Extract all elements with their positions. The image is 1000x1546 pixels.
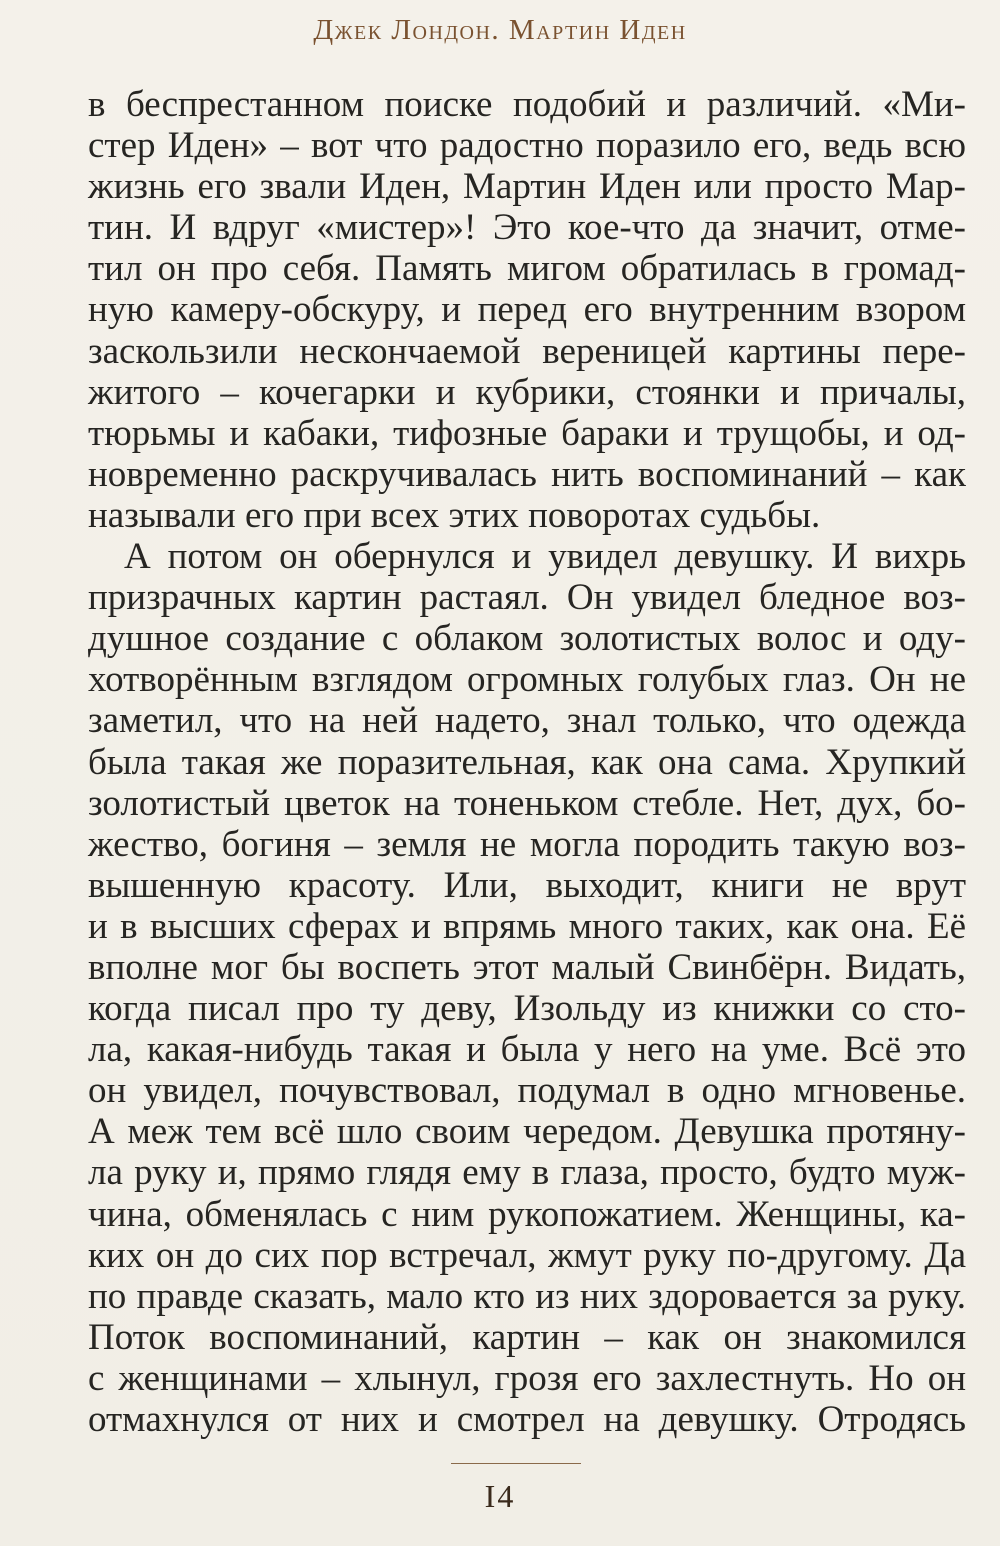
text-line: заметил, что на ней надето, знал только, что одежда [88, 700, 966, 742]
footer-rule [451, 1463, 581, 1464]
text-line: ную камеру-обскуру, и перед его внутренним взором [88, 289, 966, 331]
text-line: чина, обменялась с ним рукопожатием. Женщины, ка- [88, 1193, 966, 1235]
paragraph-start-line: А потом он обернулся и увидел девушку. И вихрь [124, 536, 966, 578]
text-line: душное создание с облаком золотистых волос и оду- [88, 618, 966, 660]
text-line: ла, какая-нибудь такая и была у него на уме. Всё это [88, 1029, 966, 1071]
text-line: новременно раскручивалась нить воспоминаний – как [88, 453, 966, 495]
text-line: по правде сказать, мало кто из них здоровается за руку. [88, 1275, 966, 1317]
text-line: хотворённым взглядом огромных голубых глаз. Он не [88, 659, 966, 701]
text-line: была такая же поразительная, как она сама. Хрупкий [88, 741, 966, 783]
text-line: ла руку и, прямо глядя ему в глаза, просто, будто муж- [88, 1152, 966, 1194]
text-line: когда писал про ту деву, Изольду из книжки со сто- [88, 988, 966, 1030]
text-line: ких он до сих пор встречал, жмут руку по-другому. Да [88, 1234, 966, 1276]
text-line: жество, богиня – земля не могла породить такую воз- [88, 823, 966, 865]
text-line: с женщинами – хлынул, грозя его захлестнуть. Но он [88, 1357, 966, 1399]
text-line: заскользили нескончаемой вереницей картины пере- [88, 330, 966, 372]
text-line: Поток воспоминаний, картин – как он знакомился [88, 1316, 966, 1358]
text-line: призрачных картин растаял. Он увидел бледное воз- [88, 577, 966, 619]
text-line: золотистый цветок на тоненьком стебле. Нет, дух, бо- [88, 782, 966, 824]
text-line: А меж тем всё шло своим чередом. Девушка протяну- [88, 1111, 966, 1153]
text-line: вполне мог бы воспеть этот малый Свинбёрн. Видать, [88, 946, 966, 988]
text-line: тин. И вдруг «мистер»! Это кое-что да значит, отме- [88, 207, 966, 249]
running-head: Джек Лондон. Мартин Иден [313, 14, 687, 46]
text-line: и в высших сферах и впрямь много таких, как она. Её [88, 905, 966, 947]
text-line: житого – кочегарки и кубрики, стоянки и причалы, [88, 371, 966, 413]
text-line: стер Иден» – вот что радостно поразило его, ведь всю [88, 125, 966, 167]
text-line: он увидел, почувствовал, подумал в одно мгновенье. [88, 1070, 966, 1112]
text-line: в беспрестанном поиске подобий и различий. «Ми- [88, 84, 966, 125]
page-number: I4 [484, 1478, 516, 1514]
text-line: тил он про себя. Память мигом обратилась в громад- [88, 248, 966, 290]
text-line: тюрьмы и кабаки, тифозные бараки и трущобы, и од- [88, 412, 966, 454]
text-line: отмахнулся от них и смотрел на девушку. Отродясь [88, 1399, 966, 1440]
text-line: вышенную красоту. Или, выходит, книги не врут [88, 864, 966, 906]
text-line: жизнь его звали Иден, Мартин Иден или просто Мар- [88, 166, 966, 208]
paragraph-end-line: называли его при всех этих поворотах судьбы. [88, 494, 821, 536]
body-text [88, 84, 966, 1440]
